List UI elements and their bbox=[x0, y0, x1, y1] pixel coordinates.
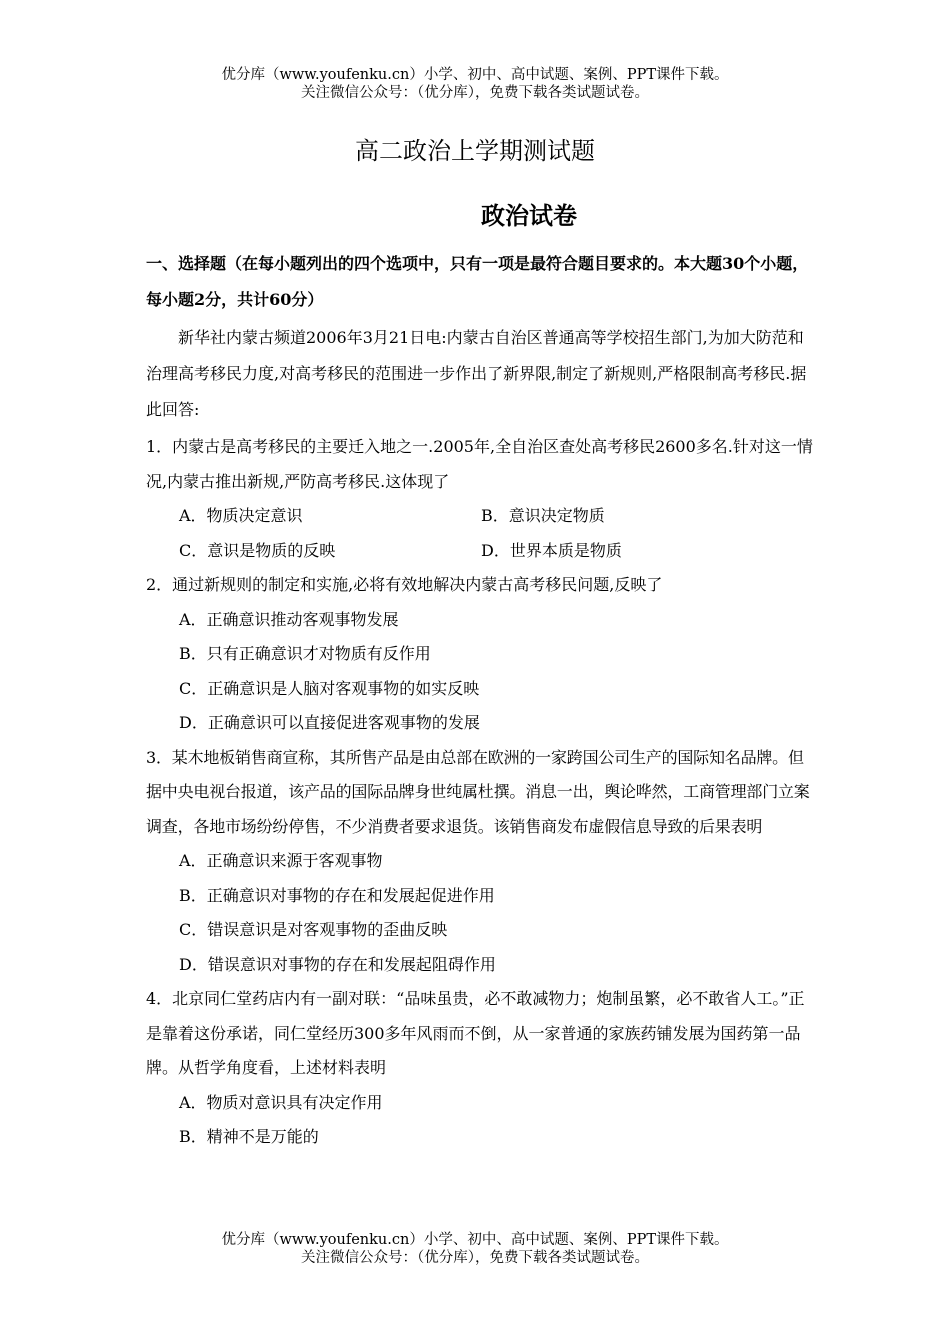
question-3-stem: 3．某木地板销售商宣称，其所售产品是由总部在欧洲的一家跨国公司生产的国际知名品牌。但据中央电视台报道，该产品的国际品牌身世纯属杜撰。消息一出，舆论哗然，工商管理部门立案调查，各地市场纷纷停售，不少消费者要求退货。该销售商发布虚假信息导致的后果表明 bbox=[146, 747, 810, 836]
question-2-option-d: D．正确意识可以直接促进客观事物的发展 bbox=[179, 713, 480, 732]
page-header bbox=[0, 66, 950, 102]
question-1-option-b: B．意识决定物质 bbox=[481, 506, 605, 525]
question-4-option-a: A．物质对意识具有决定作用 bbox=[179, 1092, 383, 1112]
page-title: 高二政治上学期测试题 bbox=[355, 137, 595, 165]
question-1-option-a: A．物质决定意识 bbox=[179, 506, 303, 525]
footer-line-2: 关注微信公众号：（优分库），免费下载各类试题试卷。 bbox=[301, 1250, 649, 1266]
page-footer bbox=[0, 1231, 950, 1267]
question-3-option-c: C．错误意识是对客观事物的歪曲反映 bbox=[179, 920, 448, 939]
question-1-stem: 1．内蒙古是高考移民的主要迁入地之一.2005年,全自治区查处高考移民2600多名.针对这一情况,内蒙古推出新规,严防高考移民.这体现了 bbox=[146, 437, 813, 491]
question-3-option-d: D．错误意识对事物的存在和发展起阻碍作用 bbox=[179, 954, 496, 974]
footer-line-1: 优分库（www.youfenku.cn）小学、初中、高中试题、案例、PPT课件下载。 bbox=[221, 1232, 729, 1248]
question-2-stem: 2．通过新规则的制定和实施,必将有效地解决内蒙古高考移民问题,反映了 bbox=[146, 575, 663, 594]
question-4-stem: 4．北京同仁堂药店内有一副对联：“品味虽贵，必不敢减物力；炮制虽繁，必不敢省人工。”正是靠着这份承诺，同仁堂经历300多年风雨而不倒，从一家普通的家族药铺发展为国药第一品牌。从哲学角度看，上述材料表明 bbox=[146, 989, 805, 1077]
header-line-1: 优分库（www.youfenku.cn）小学、初中、高中试题、案例、PPT课件下载。 bbox=[221, 67, 729, 83]
intro-paragraph: 新华社内蒙古频道2006年3月21日电:内蒙古自治区普通高等学校招生部门,为加大防范和治理高考移民力度,对高考移民的范围进一步作出了新界限,制定了新规则,严格限制高考移民.据此回答: bbox=[146, 328, 807, 419]
document-body bbox=[146, 246, 816, 1155]
question-2-option-b: B．只有正确意识才对物质有反作用 bbox=[179, 644, 431, 663]
question-3-option-b: B．正确意识对事物的存在和发展起促进作用 bbox=[179, 885, 495, 905]
question-4-option-b: B．精神不是万能的 bbox=[179, 1127, 319, 1146]
question-1-option-d: D．世界本质是物质 bbox=[481, 540, 622, 560]
section-heading: 一、选择题（在每小题列出的四个选项中，只有一项是最符合题目要求的。本大题30个小题，每小题2分，共计60分） bbox=[146, 254, 809, 309]
question-2-option-a: A．正确意识推动客观事物发展 bbox=[179, 609, 399, 629]
question-2-option-c: C．正确意识是人脑对客观事物的如实反映 bbox=[179, 678, 480, 698]
question-3-option-a: A．正确意识来源于客观事物 bbox=[179, 851, 383, 870]
question-1-options-row-1 bbox=[146, 499, 816, 534]
question-1-options-row-2 bbox=[146, 534, 816, 569]
question-1-option-c: C．意识是物质的反映 bbox=[179, 540, 336, 560]
page-subtitle: 政治试卷 bbox=[481, 201, 577, 230]
header-line-2: 关注微信公众号：（优分库），免费下载各类试题试卷。 bbox=[301, 85, 649, 101]
